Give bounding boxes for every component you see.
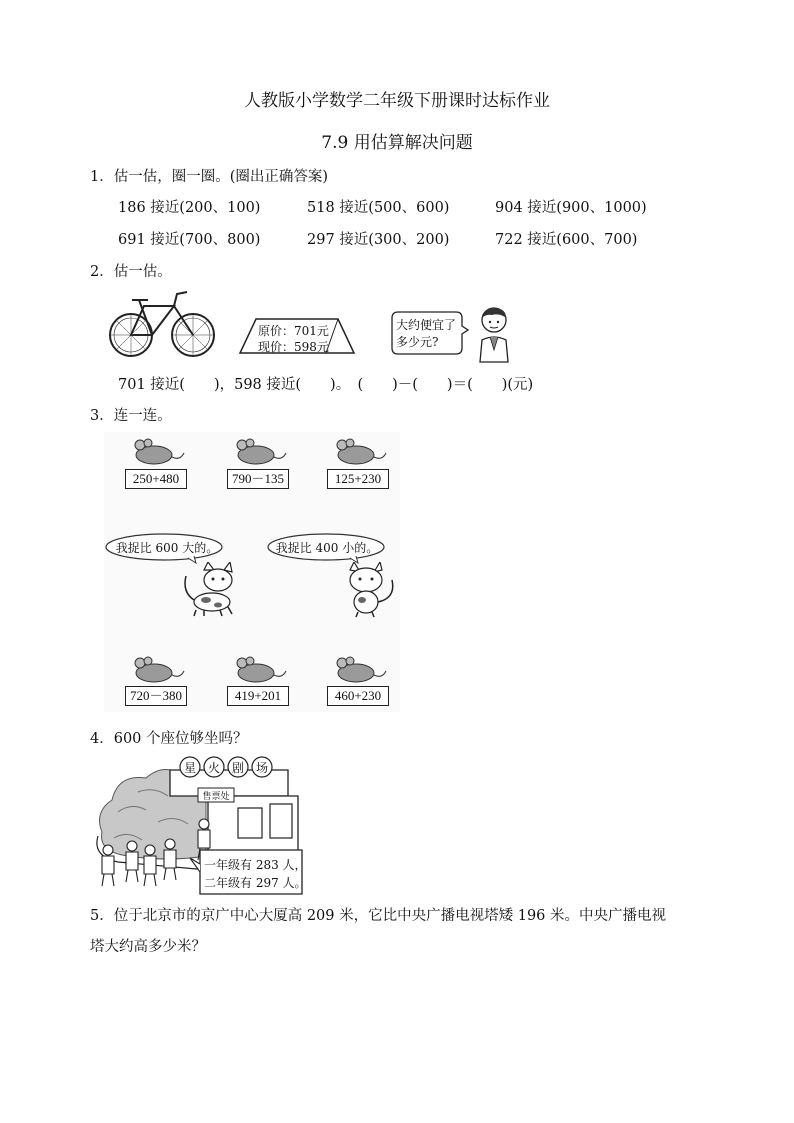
mouse-icon-top-3 <box>332 437 388 467</box>
q1-item-6: 722 接近(600、700) <box>495 232 638 248</box>
price-current: 现价：598元 <box>258 340 329 354</box>
expression-box-bottom-2[interactable]: 419+201 <box>227 686 289 706</box>
page-subtitle: 7.9 用估算解决问题 <box>321 133 473 153</box>
q1-item-3: 904 接近(900、1000) <box>495 200 647 216</box>
mouse-icon-bottom-2 <box>232 655 288 685</box>
q1-item-2: 518 接近(500、600) <box>307 200 450 216</box>
expression-box-bottom-1[interactable]: 720－380 <box>125 686 187 706</box>
theater-char-4: 场 <box>255 761 268 775</box>
q3-prompt: 3．连一连。 <box>90 408 172 424</box>
cat-icon-right <box>344 562 404 618</box>
mouse-icon-top-2 <box>232 437 288 467</box>
bicycle-icon <box>104 288 220 360</box>
cat-bubble-left-text: 我捉比 600 大的。 <box>115 541 219 555</box>
expression-box-top-3[interactable]: 125+230 <box>327 469 389 489</box>
boy-icon <box>472 306 516 364</box>
bubble-text-1: 大约便宜了 <box>396 318 457 332</box>
q4-prompt: 4．600 个座位够坐吗？ <box>90 731 248 747</box>
q1-prompt: 1．估一估，圈一圈。(圈出正确答案) <box>90 169 329 185</box>
grade-note-line-1: 一年级有 283 人， <box>204 858 307 872</box>
price-original: 原价：701元 <box>258 324 329 338</box>
theater-char-3: 剧 <box>231 761 244 775</box>
q2-prompt: 2．估一估。 <box>90 264 172 280</box>
grade-note-line-2: 二年级有 297 人。 <box>204 876 307 890</box>
theater-char-1: 星 <box>183 761 196 775</box>
expression-box-top-1[interactable]: 250+480 <box>125 469 187 489</box>
theater-char-2: 火 <box>207 761 220 775</box>
cat-icon-left <box>180 562 246 618</box>
bubble-text-2: 多少元? <box>396 335 439 349</box>
q1-item-1: 186 接近(200、100) <box>118 200 261 216</box>
q1-item-5: 297 接近(300、200) <box>307 232 450 248</box>
mouse-icon-top-1 <box>130 437 186 467</box>
expression-box-top-2[interactable]: 790－135 <box>227 469 289 489</box>
q2-answer-line[interactable]: 701 接近( )，598 接近( )。 ( )－( )＝( )(元) <box>118 377 534 393</box>
page-title: 人教版小学数学二年级下册课时达标作业 <box>244 91 550 111</box>
q1-item-4: 691 接近(700、800) <box>118 232 261 248</box>
q5-line-2: 塔大约高多少米？ <box>90 939 206 955</box>
ticket-office-sign: 售票处 <box>202 792 230 802</box>
cat-bubble-right-text: 我捉比 400 小的。 <box>275 541 379 555</box>
expression-box-bottom-3[interactable]: 460+230 <box>327 686 389 706</box>
mouse-icon-bottom-1 <box>130 655 186 685</box>
mouse-icon-bottom-3 <box>332 655 388 685</box>
q5-line-1: 5．位于北京市的京广中心大厦高 209 米，它比中央广播电视塔矮 196 米。中央广播电视 <box>90 908 667 924</box>
